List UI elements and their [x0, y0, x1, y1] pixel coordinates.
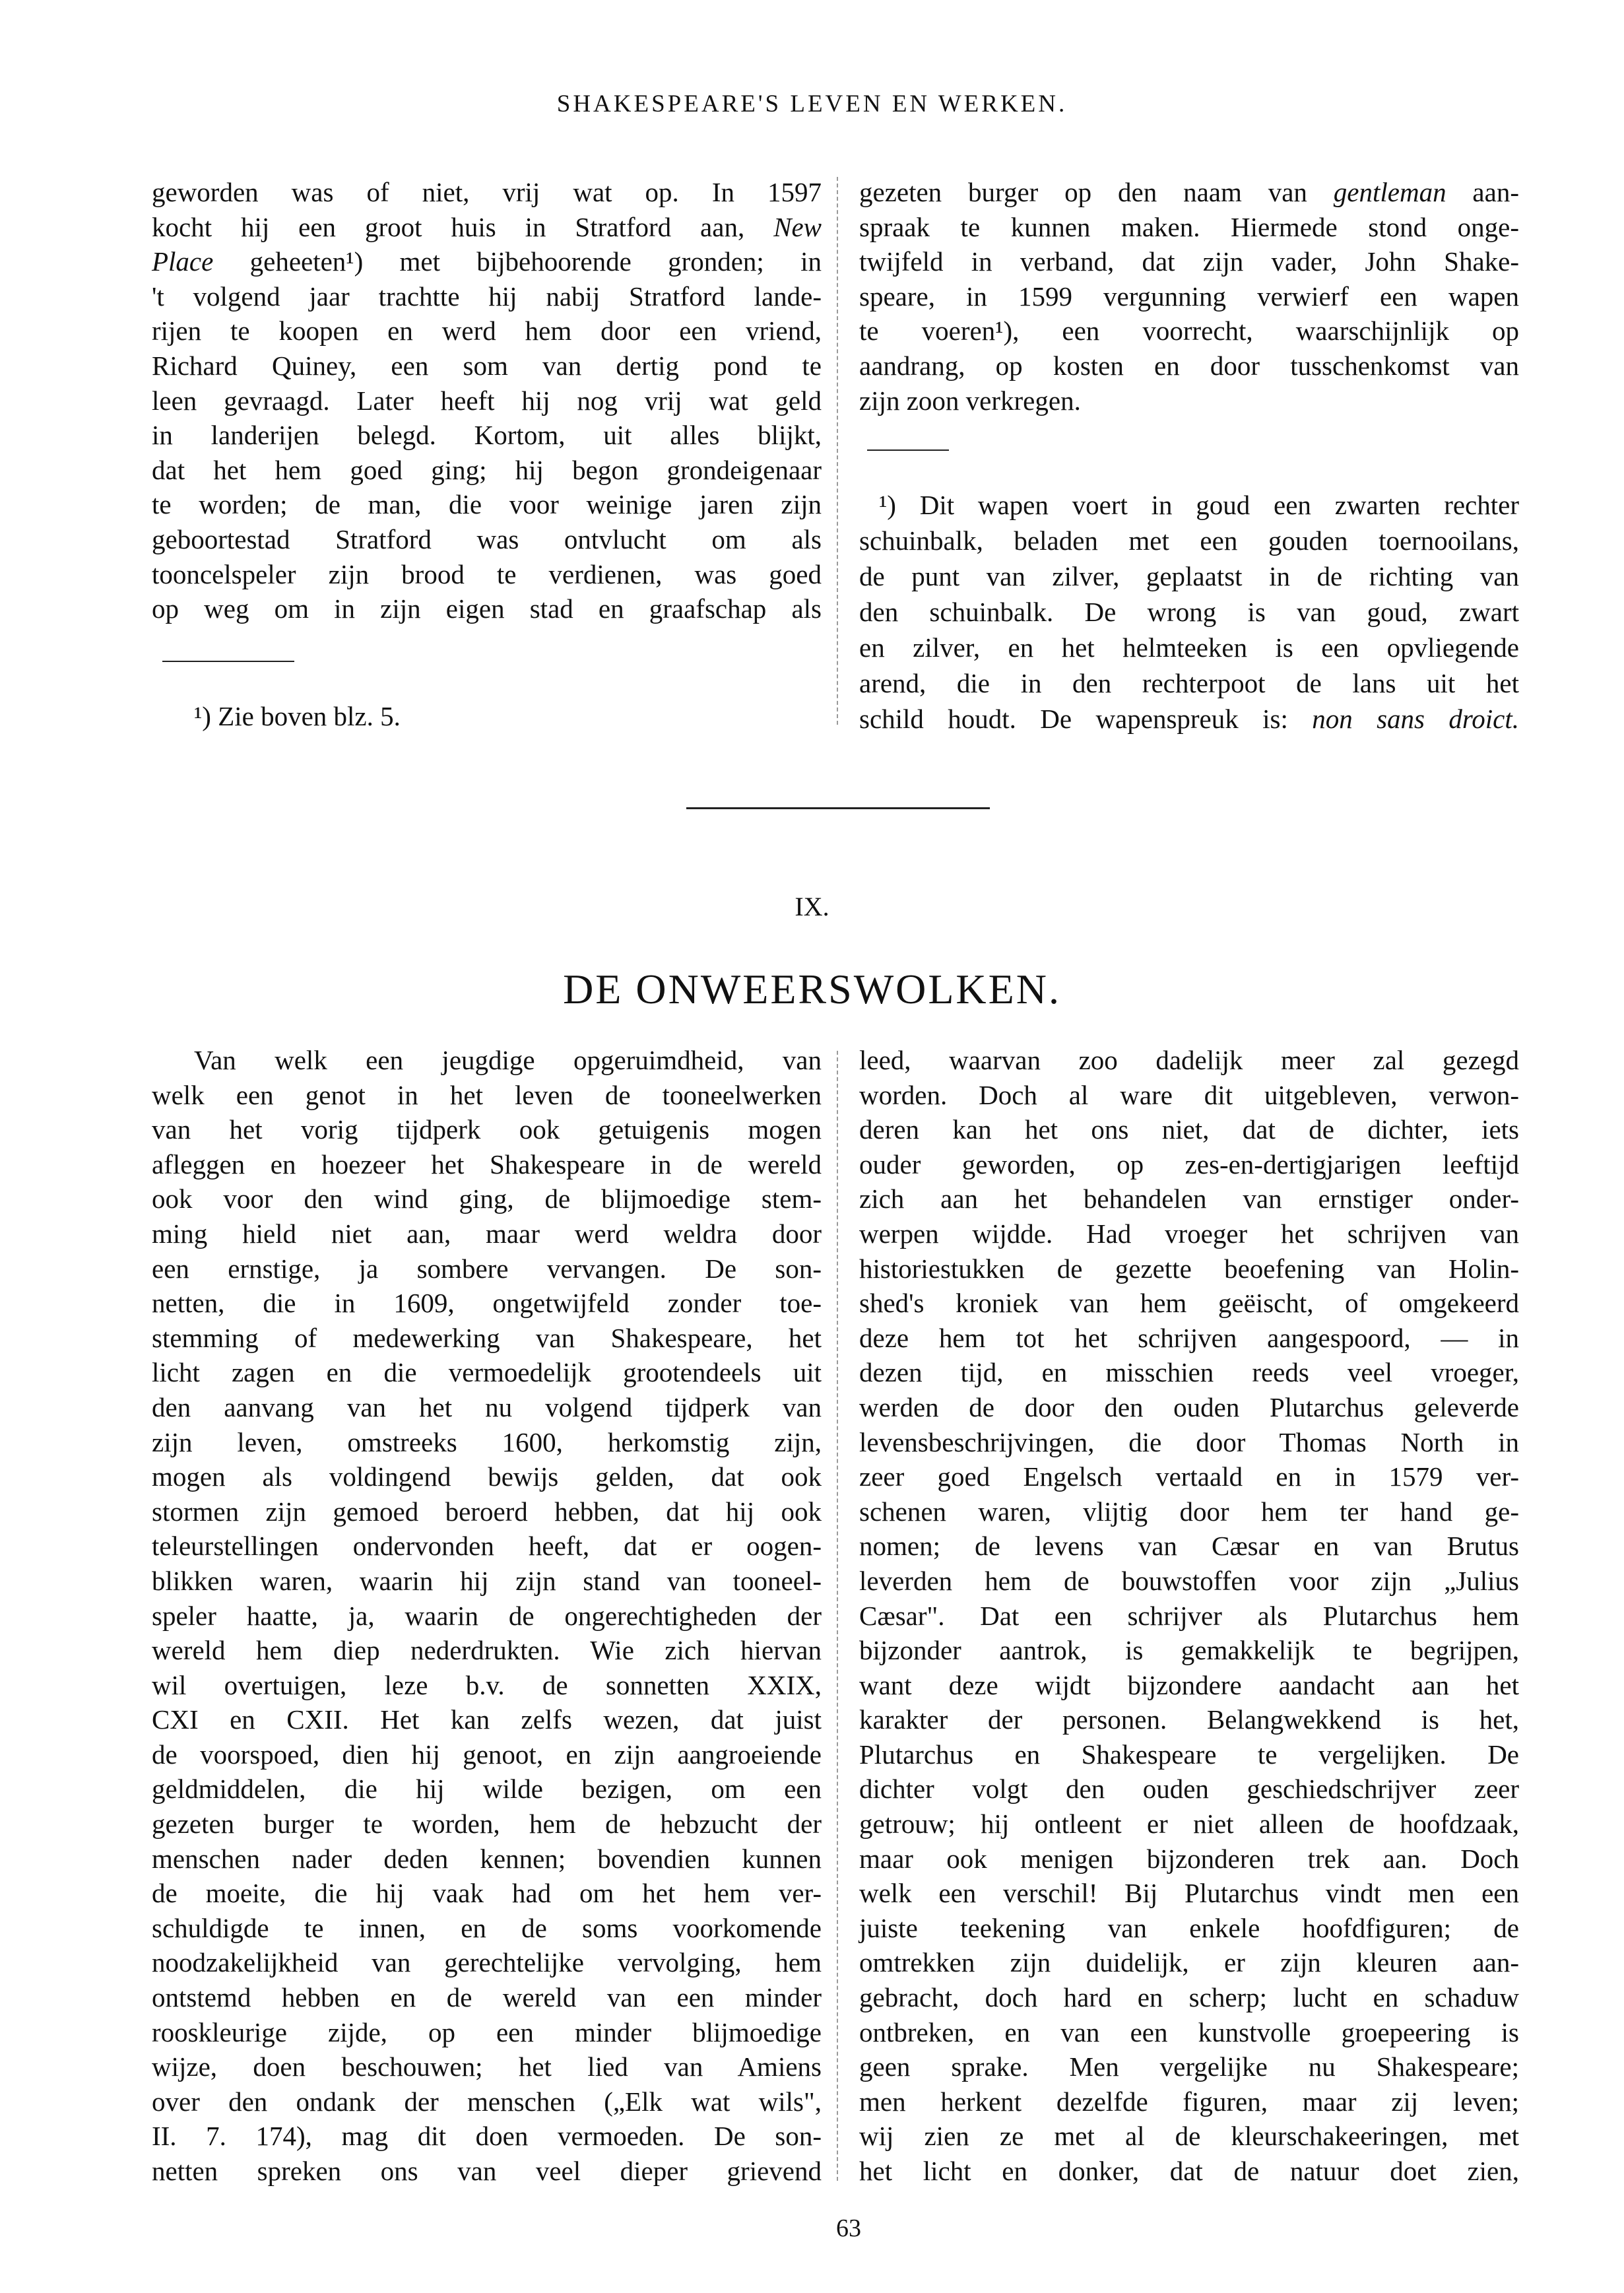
bottom-right-column — [859, 1043, 1519, 2189]
text-line: getrouw; hij ontleent er niet alleen de hoofdzaak, — [859, 1809, 1519, 1840]
text-segment: schild houdt. De wapenspreuk is: — [859, 704, 1313, 734]
text-line: de moeite, die hij vaak had om het hem ver- — [152, 1878, 822, 1909]
text-line: licht zagen en die vermoedelijk grootendeels uit — [152, 1357, 822, 1388]
text-line: ouder geworden, op zes-en-dertigjarigen leeftijd — [859, 1148, 1519, 1180]
text-line: wereld hem diep nederdrukten. Wie zich hiervan — [152, 1635, 822, 1666]
text-line: ontbreken, en van een kunstvolle groepeering is — [859, 2016, 1519, 2047]
text-line: deze hem tot het schrijven aangespoord, — in — [859, 1322, 1519, 1353]
text-line: speler haatte, ja, waarin de ongerechtigheden der — [152, 1600, 822, 1631]
bottom-left-column — [152, 1043, 822, 2189]
text-line: schuinbalk, beladen met een gouden toernooilans, — [859, 525, 1519, 556]
text-segment: gezeten burger op den naam van — [859, 177, 1334, 207]
chapter-number: IX. — [795, 892, 829, 921]
column-divider-bottom — [837, 1051, 838, 2181]
text-segment: geheeten¹) met bijbehoorende gronden; in — [213, 246, 822, 277]
text-line: werpen wijdde. Had vroeger het schrijven van — [859, 1218, 1519, 1249]
text-line: twijfeld in verband, dat zijn vader, John Shake- — [859, 246, 1519, 277]
text-line: rijen te koopen en werd hem door een vriend, — [152, 316, 822, 347]
text-line: II. 7. 174), mag dit doen vermoeden. De son- — [152, 2121, 822, 2152]
text-line: zich aan het behandelen van ernstiger onder- — [859, 1183, 1519, 1214]
text-line: men herkent dezelfde figuren, maar zij leven; — [859, 2086, 1519, 2117]
text-line: ontstemd hebben en de wereld van een minder — [152, 1982, 822, 2013]
text-line — [152, 244, 822, 279]
text-line: te worden; de man, die voor weinige jaren zijn — [152, 489, 822, 520]
text-line: historiestukken de gezette beoefening van Holin- — [859, 1253, 1519, 1284]
italic-text: gentleman — [1333, 177, 1446, 207]
text-line: mogen als voldingend bewijs gelden, dat ook — [152, 1461, 822, 1492]
text-line: de punt van zilver, geplaatst in de richting van — [859, 561, 1519, 591]
text-line: maar ook menigen bijzonderen trek aan. Doch — [859, 1843, 1519, 1874]
text-line: en zilver, en het helmteeken is een opvliegende — [859, 632, 1519, 663]
text-line: rooskleurige zijde, op een minder blijmoedige — [152, 2016, 822, 2047]
text-line: nomen; de levens van Cæsar en van Brutus — [859, 1531, 1519, 1562]
top-left-column — [152, 175, 822, 626]
text-line: een ernstige, ja sombere vervangen. De son- — [152, 1253, 822, 1284]
text-line: geen sprake. Men vergelijke nu Shakespeare; — [859, 2051, 1519, 2082]
text-line: wij zien ze met al de kleurschakeeringen, met — [859, 2121, 1519, 2152]
italic-text: New — [773, 211, 822, 242]
column-divider-top — [837, 177, 838, 725]
text-line: op weg om in zijn eigen stad en graafschap als — [152, 593, 822, 624]
text-line: Plutarchus en Shakespeare te vergelijken. De — [859, 1739, 1519, 1770]
chapter-title: DE ONWEERSWOLKEN. — [563, 966, 1061, 1013]
text-line: bijzonder aantrok, is gemakkelijk te begrijpen, — [859, 1635, 1519, 1666]
text-line: noodzakelijkheid van gerechtelijke vervolging, hem — [152, 1947, 822, 1978]
text-line: spraak te kunnen maken. Hiermede stond onge- — [859, 211, 1519, 242]
text-line: ¹) Zie boven blz. 5. — [194, 701, 401, 731]
text-line: worden. Doch al ware dit uitgebleven, verwon- — [859, 1079, 1519, 1110]
text-line: dichter volgt den ouden geschiedschrijver zeer — [859, 1774, 1519, 1805]
text-line: schuldigde te innen, en de soms voorkomende — [152, 1912, 822, 1943]
text-segment: kocht hij een groot huis in Stratford aan, — [152, 211, 774, 242]
text-line: stemming of medewerking van Shakespeare, het — [152, 1322, 822, 1353]
text-line: omtrekken zijn duidelijk, er zijn kleuren aan- — [859, 1947, 1519, 1978]
text-line: gezeten burger te worden, hem de hebzucht der — [152, 1809, 822, 1840]
text-line: netten spreken ons van veel dieper grievend — [152, 2156, 822, 2186]
text-line: speare, in 1599 vergunning verwierf een wapen — [859, 281, 1519, 312]
text-line: over den ondank der menschen („Elk wat wils", — [152, 2086, 822, 2117]
text-line: 't volgend jaar trachtte hij nabij Stratford lande- — [152, 281, 822, 312]
text-line: dezen tijd, en misschien reeds veel vroeger, — [859, 1357, 1519, 1388]
text-line: ook voor den wind ging, de blijmoedige stem- — [152, 1183, 822, 1214]
footnote-left — [152, 699, 822, 734]
text-line: CXI en CXII. Het kan zelfs wezen, dat juist — [152, 1704, 822, 1735]
text-line: schenen waren, vlijtig door hem ter hand ge- — [859, 1496, 1519, 1527]
text-line: wil overtuigen, leze b.v. de sonnetten XXIX, — [152, 1669, 822, 1700]
text-line: geboortestad Stratford was ontvlucht om als — [152, 523, 822, 554]
text-line: de voorspoed, dien hij genoot, en zijn aangroeiende — [152, 1739, 822, 1770]
text-line: blikken waren, waarin hij zijn stand van tooneel- — [152, 1565, 822, 1596]
text-line: deren kan het ons niet, dat de dichter, iets — [859, 1114, 1519, 1145]
text-line: in landerijen belegd. Kortom, uit alles blijkt, — [152, 420, 822, 451]
text-line — [859, 175, 1519, 210]
text-line: zeer goed Engelsch vertaald en in 1579 ver- — [859, 1461, 1519, 1492]
text-line: Van welk een jeugdige opgeruimdheid, van — [194, 1045, 822, 1075]
text-line: want deze wijdt bijzondere aandacht aan het — [859, 1669, 1519, 1700]
text-line: Cæsar". Dat een schrijver als Plutarchus hem — [859, 1600, 1519, 1631]
text-line: karakter der personen. Belangwekkend is het, — [859, 1704, 1519, 1735]
text-line: arend, die in den rechterpoot de lans uit het — [859, 668, 1519, 698]
italic-text: non sans droict. — [1312, 704, 1520, 734]
text-line: geldmiddelen, die hij wilde bezigen, om een — [152, 1774, 822, 1805]
text-line: welk een genot in het leven de tooneelwerken — [152, 1079, 822, 1110]
running-title: SHAKESPEARE'S LEVEN EN WERKEN. — [556, 90, 1068, 117]
text-line: stormen zijn gemoed beroerd hebben, dat hij ook — [152, 1496, 822, 1527]
text-line: netten, die in 1609, ongetwijfeld zonder toe- — [152, 1288, 822, 1319]
text-line: Richard Quiney, een som van dertig pond te — [152, 350, 822, 381]
text-line: den aanvang van het nu volgend tijdperk van — [152, 1391, 822, 1422]
text-line: welk een verschil! Bij Plutarchus vindt men een — [859, 1878, 1519, 1909]
text-line: tooncelspeler zijn brood te verdienen, was goed — [152, 558, 822, 589]
text-line: werden de door den ouden Plutarchus geleverde — [859, 1391, 1519, 1422]
footnote-right — [859, 487, 1519, 737]
text-line: afleggen en hoezeer het Shakespeare in de wereld — [152, 1148, 822, 1180]
text-line: gebracht, doch hard en scherp; lucht en schaduw — [859, 1982, 1519, 2013]
footnote-rule-right — [867, 449, 949, 451]
text-line: zijn zoon verkregen. — [859, 385, 1081, 416]
text-line: het licht en donker, dat de natuur doet zien, — [859, 2156, 1519, 2186]
text-line: aandrang, op kosten en door tusschenkomst van — [859, 350, 1519, 381]
text-line: leed, waarvan zoo dadelijk meer zal gezegd — [859, 1045, 1519, 1075]
italic-text: Place — [152, 246, 214, 277]
text-line: ming hield niet aan, maar werd weldra door — [152, 1218, 822, 1249]
text-line: juiste teekening van enkele hoofdfiguren; de — [859, 1912, 1519, 1943]
text-line: den schuinbalk. De wrong is van goud, zwart — [859, 597, 1519, 627]
footnote-rule-left — [162, 661, 294, 662]
text-line: teleurstellingen ondervonden heeft, dat er oogen- — [152, 1531, 822, 1562]
text-line: van het vorig tijdperk ook getuigenis mogen — [152, 1114, 822, 1145]
text-line: wijze, doen beschouwen; het lied van Amiens — [152, 2051, 822, 2082]
text-line: leverden hem de bouwstoffen voor zijn „Julius — [859, 1565, 1519, 1596]
text-line: geworden was of niet, vrij wat op. In 1597 — [152, 177, 822, 207]
text-segment: aan- — [1446, 177, 1519, 207]
text-line: dat het hem goed ging; hij begon grondeigenaar — [152, 454, 822, 485]
text-line: menschen nader deden kennen; bovendien kunnen — [152, 1843, 822, 1874]
section-rule — [686, 807, 990, 809]
page-number: 63 — [836, 2214, 861, 2242]
text-line: levensbeschrijvingen, die door Thomas North in — [859, 1426, 1519, 1457]
text-line: leen gevraagd. Later heeft hij nog vrij wat geld — [152, 385, 822, 416]
top-right-column — [859, 175, 1519, 418]
text-line — [859, 701, 1519, 737]
text-line: ¹) Dit wapen voert in goud een zwarten rechter — [879, 490, 1519, 520]
text-line: te voeren¹), een voorrecht, waarschijnlijk op — [859, 316, 1519, 347]
text-line: zijn leven, omstreeks 1600, herkomstig zijn, — [152, 1426, 822, 1457]
text-line: shed's kroniek van hem geëischt, of omgekeerd — [859, 1288, 1519, 1319]
text-line — [152, 210, 822, 245]
